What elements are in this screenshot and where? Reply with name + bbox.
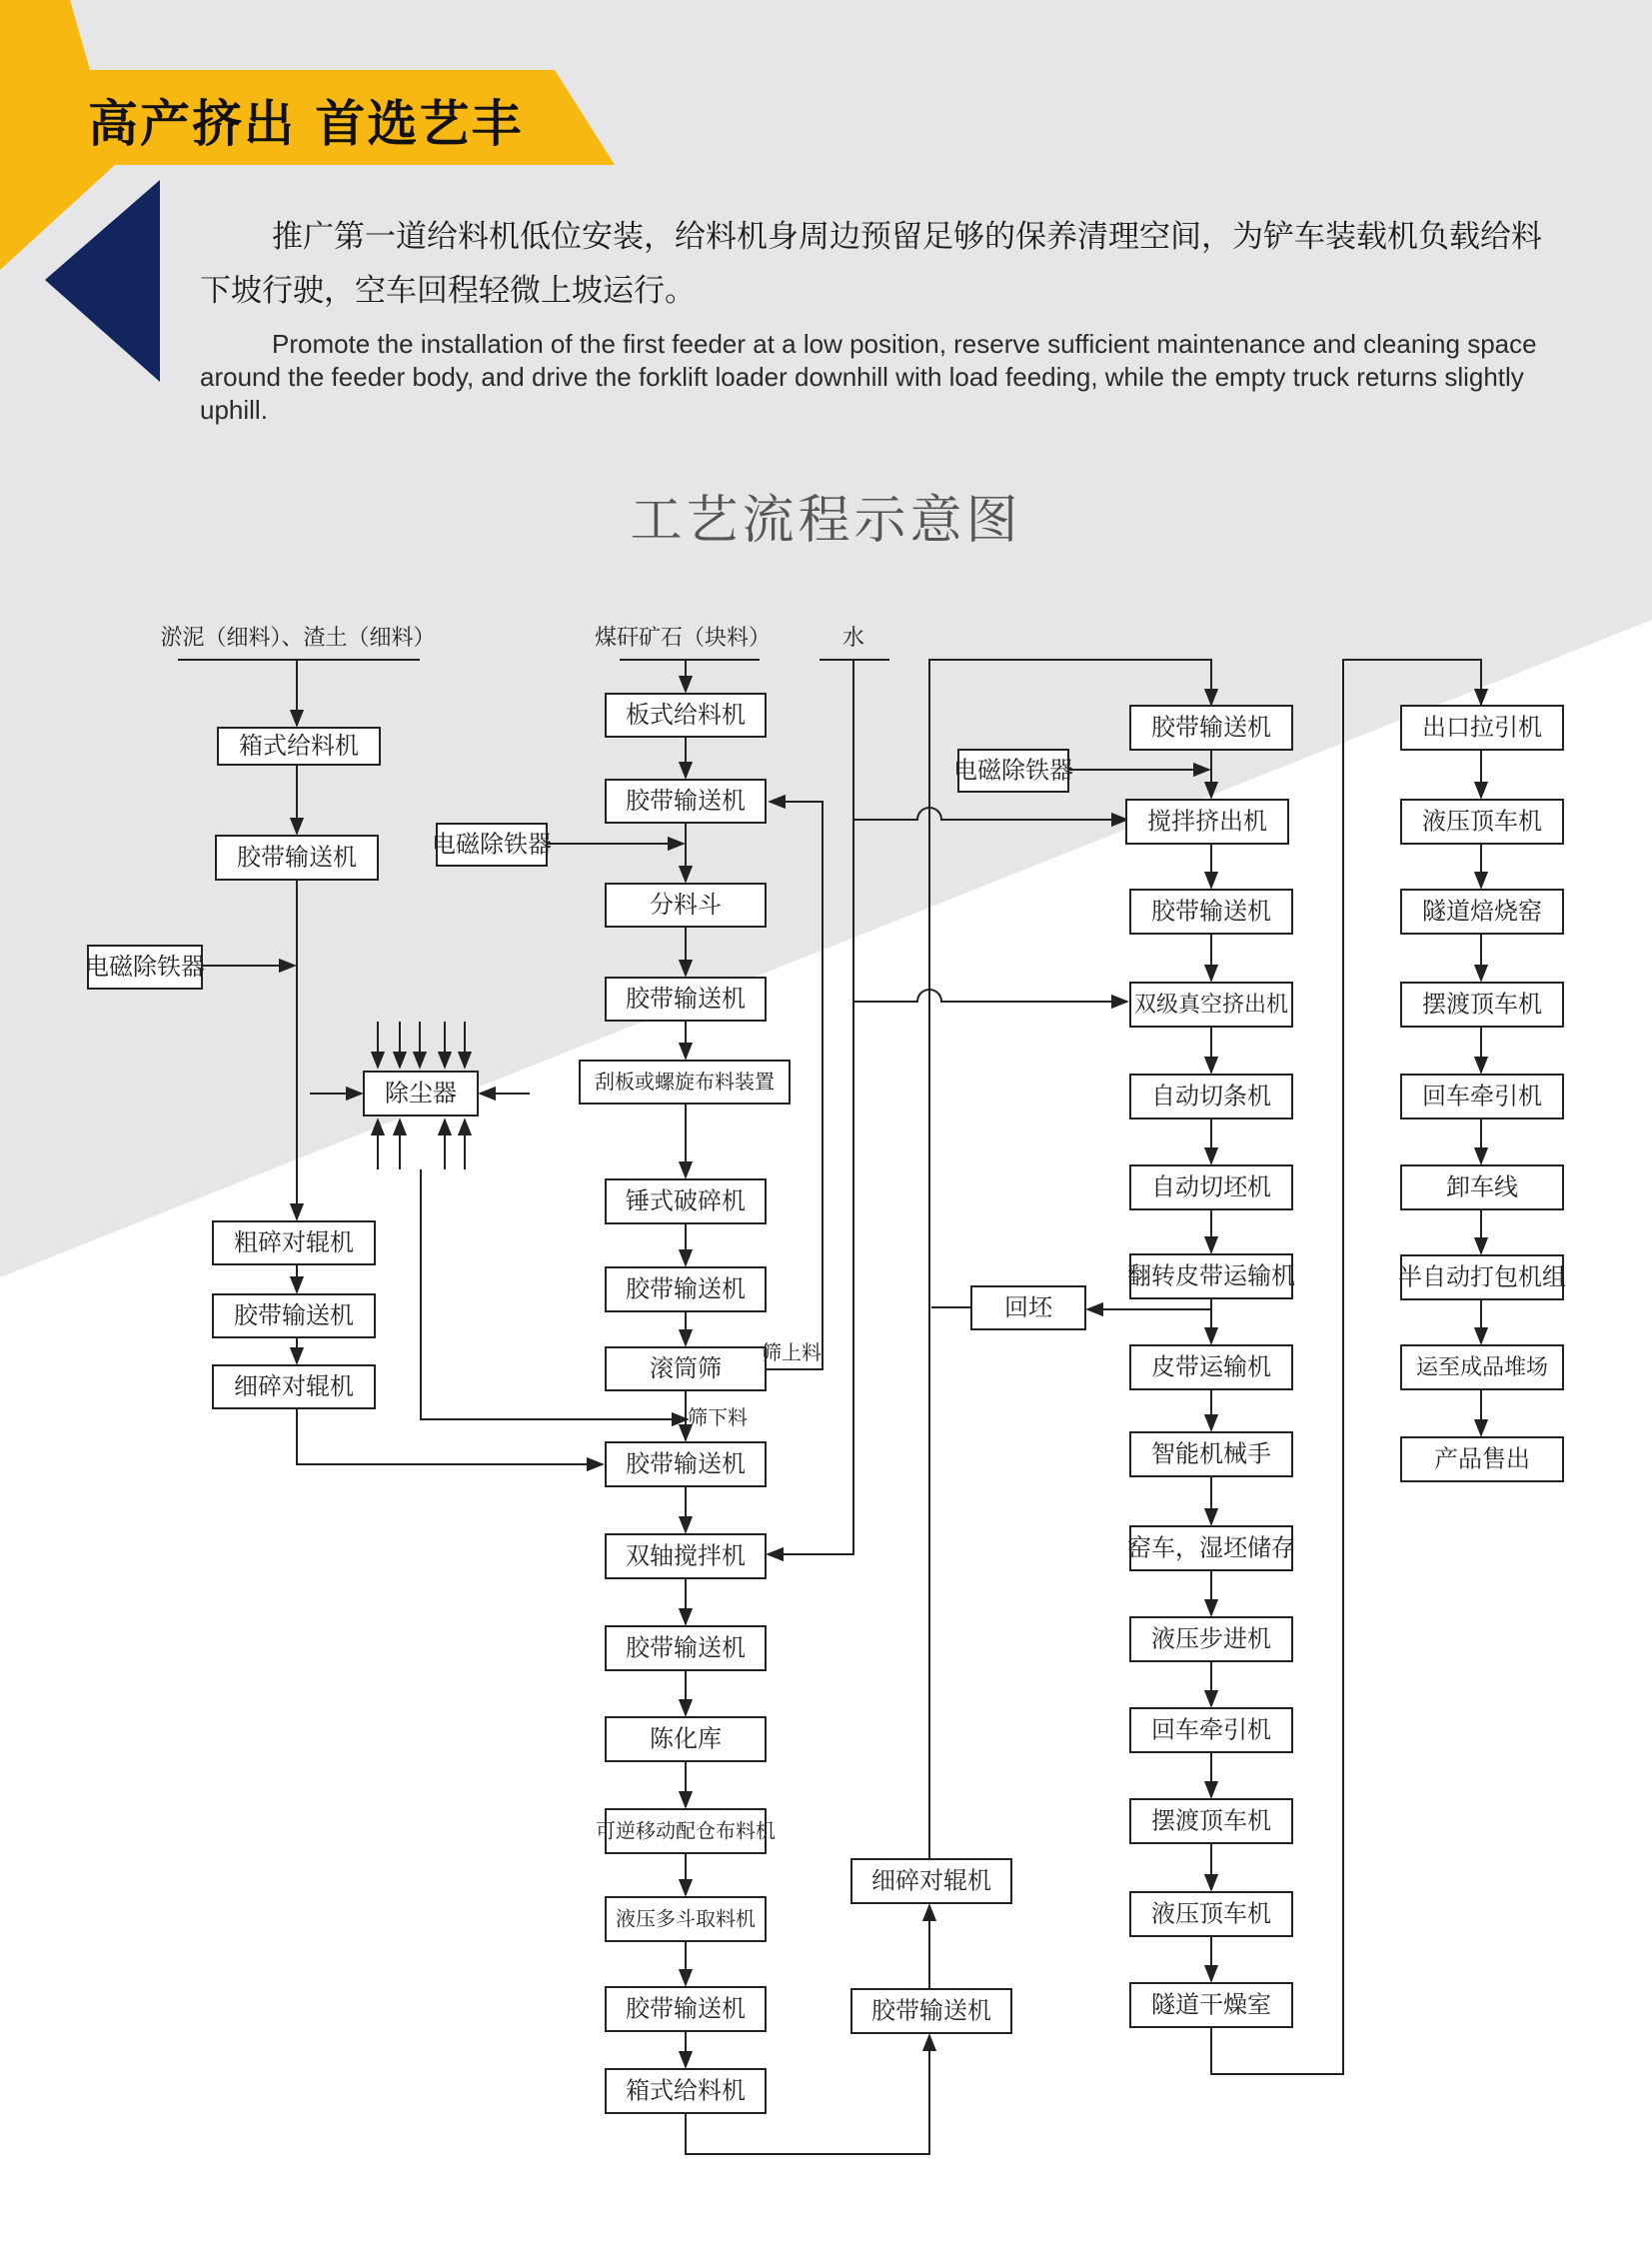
far-right-box-to-yard-label: 运至成品堆场 [1415, 1355, 1549, 1380]
line-fine-roller-to-conveyor [297, 1408, 603, 1464]
right-box-smart-robot [1130, 1432, 1292, 1476]
far-right-box-to-yard [1401, 1345, 1563, 1389]
center-box-scraper-spreader [580, 1061, 790, 1104]
left-box-coarse-roller-label: 粗碎对辊机 [234, 1228, 354, 1256]
far-right-box-return-car-tractor-label: 回车牵引机 [1422, 1082, 1542, 1111]
far-right-box-hydraulic-pusher [1401, 800, 1563, 844]
center-box-conveyor-c [606, 1267, 766, 1311]
center-box-conveyor-c-label: 胶带输送机 [626, 1274, 746, 1303]
right-box-strip-cutter [1130, 1075, 1292, 1119]
far-right-box-return-car-tractor [1401, 1075, 1563, 1119]
input-fine-label: 淤泥（细料）、渣土（细料） [160, 626, 436, 651]
center-box-conveyor-e [606, 1626, 766, 1670]
header-title: 高产挤出 首选艺丰 [88, 95, 524, 153]
center-box-hammer-crusher-label: 锤式破碎机 [626, 1186, 746, 1215]
right-box-tunnel-dryer-label: 隧道干燥室 [1151, 1990, 1271, 2019]
left-box-conveyor-1 [216, 836, 378, 880]
right-box-blank-cutter-label: 自动切坯机 [1151, 1172, 1271, 1201]
line-water-to-extruder [853, 808, 1127, 820]
right-box-ferry-pusher [1130, 1799, 1292, 1843]
label-oversize: 筛上料 [762, 1340, 822, 1364]
center-box-distributor-hopper-label: 分料斗 [650, 891, 722, 919]
far-right-box-ferry-pusher [1401, 983, 1563, 1027]
far-right-box-outlet-puller-label: 出口拉引机 [1422, 713, 1542, 742]
center-box-twin-shaft-mixer-label: 双轴搅拌机 [626, 1541, 746, 1570]
far-right-box-unloading-line [1401, 1165, 1563, 1209]
right-box-vacuum-extruder [1130, 983, 1292, 1027]
right-box-hydraulic-stepper [1130, 1617, 1292, 1661]
center-box-box-feeder [606, 2069, 766, 2113]
intro-chinese: 推广第一道给料机低位安装，给料机身周边预留足够的保养清理空间，为铲车装载机负载给料下坡行驶，空车回程轻微上坡运行。 [200, 219, 1542, 309]
return-box-conveyor [851, 1989, 1011, 2033]
center-box-conveyor-d [606, 1442, 766, 1486]
right-box-return-car-tractor-label: 回车牵引机 [1151, 1715, 1271, 1744]
line-water-to-mixer [768, 660, 853, 1554]
right-box-conveyor-2-label: 胶带输送机 [1151, 897, 1271, 926]
dust-collector [364, 1072, 478, 1116]
right-box-mixing-extruder-label: 搅拌挤出机 [1147, 807, 1267, 836]
left-box-feeder [218, 728, 380, 765]
center-box-aging-storage [606, 1717, 766, 1761]
center-box-conveyor-d-label: 胶带输送机 [626, 1449, 746, 1478]
right-box-belt-conveyor-label: 皮带运输机 [1151, 1352, 1271, 1381]
left-box-conveyor-1-label: 胶带输送机 [237, 843, 357, 872]
right-box-tunnel-dryer [1130, 1983, 1292, 2027]
far-right-box-ferry-pusher-label: 摆渡顶车机 [1422, 990, 1542, 1019]
input-coarse-label: 煤矸矿石（块料） [594, 626, 772, 651]
iron-remover-right-label: 电磁除铁器 [953, 756, 1073, 785]
right-box-hydraulic-pusher-label: 液压顶车机 [1151, 1899, 1271, 1928]
center-box-conveyor-b [606, 978, 766, 1021]
right-box-strip-cutter-label: 自动切条机 [1151, 1082, 1271, 1111]
right-box-hydraulic-pusher [1130, 1892, 1292, 1936]
center-box-hydraulic-reclaimer [606, 1897, 766, 1941]
iron-remover-mid [432, 824, 552, 866]
center-box-reversible-distributor-label: 可逆移动配仓布料机 [596, 1818, 776, 1843]
far-right-box-tunnel-kiln-label: 隧道焙烧窑 [1422, 897, 1542, 926]
right-box-ferry-pusher-label: 摆渡顶车机 [1151, 1806, 1271, 1835]
center-box-conveyor-a [606, 780, 766, 823]
return-box-conveyor-label: 胶带输送机 [871, 1996, 991, 2025]
right-box-conveyor-1 [1130, 706, 1292, 750]
right-box-conveyor-1-label: 胶带输送机 [1151, 713, 1271, 742]
left-box-fine-roller-label: 细碎对辊机 [234, 1372, 354, 1400]
right-box-belt-conveyor [1130, 1345, 1292, 1389]
right-box-vacuum-extruder-label: 双级真空挤出机 [1133, 993, 1289, 1018]
center-box-conveyor-e-label: 胶带输送机 [626, 1633, 746, 1662]
center-box-conveyor-b-label: 胶带输送机 [626, 985, 746, 1013]
iron-remover-right [953, 750, 1073, 792]
right-box-mixing-extruder [1126, 800, 1288, 844]
center-box-scraper-spreader-label: 刮板或螺旋布料装置 [595, 1070, 775, 1094]
far-right-box-unloading-line-label: 卸车线 [1446, 1172, 1518, 1201]
center-box-hydraulic-reclaimer-label: 液压多斗取料机 [616, 1906, 756, 1931]
right-box-flip-belt [1127, 1254, 1295, 1298]
center-box-conveyor-f [606, 1987, 766, 2031]
far-right-box-tunnel-kiln [1401, 890, 1563, 934]
center-box-reversible-distributor [596, 1809, 776, 1853]
center-box-conveyor-a-label: 胶带输送机 [626, 787, 746, 815]
diagram-title: 工艺流程示意图 [630, 491, 1022, 551]
return-blank-box [971, 1286, 1085, 1329]
far-right-box-outlet-puller [1401, 706, 1563, 750]
center-box-drum-screen-label: 滚筒筛 [650, 1354, 722, 1382]
left-box-feeder-label: 箱式给料机 [239, 732, 359, 760]
far-right-box-product-sale-label: 产品售出 [1434, 1444, 1530, 1473]
return-blank-box-label: 回坯 [1004, 1293, 1052, 1321]
center-box-hammer-crusher [606, 1179, 766, 1223]
right-box-kiln-car-storage [1127, 1526, 1295, 1570]
center-box-aging-storage-label: 陈化库 [650, 1724, 722, 1753]
return-box-fine-roller [851, 1859, 1011, 1903]
iron-remover-left [85, 946, 205, 989]
right-box-kiln-car-storage-label: 窑车，湿坯储存 [1127, 1533, 1295, 1562]
right-box-smart-robot-label: 智能机械手 [1151, 1439, 1271, 1468]
center-box-plate-feeder-label: 板式给料机 [626, 701, 746, 729]
input-water-label: 水 [841, 626, 865, 651]
right-box-conveyor-2 [1130, 890, 1292, 934]
label-undersize: 筛下料 [688, 1405, 748, 1429]
far-right-box-auto-packer [1398, 1255, 1566, 1299]
left-box-conveyor-2-label: 胶带输送机 [234, 1301, 354, 1329]
left-box-conveyor-2 [213, 1294, 375, 1337]
dust-collector-label: 除尘器 [385, 1079, 457, 1108]
center-box-conveyor-f-label: 胶带输送机 [626, 1994, 746, 2023]
left-box-coarse-roller [213, 1221, 375, 1264]
iron-remover-mid-label: 电磁除铁器 [432, 830, 552, 859]
far-right-box-hydraulic-pusher-label: 液压顶车机 [1422, 807, 1542, 836]
right-box-flip-belt-label: 翻转皮带运输机 [1127, 1261, 1295, 1290]
center-box-plate-feeder [606, 694, 766, 737]
far-right-box-product-sale [1401, 1437, 1563, 1481]
center-box-twin-shaft-mixer [606, 1534, 766, 1578]
center-box-drum-screen [606, 1347, 766, 1390]
right-box-return-car-tractor [1130, 1708, 1292, 1752]
return-box-fine-roller-label: 细碎对辊机 [871, 1866, 991, 1895]
left-box-fine-roller [213, 1365, 375, 1408]
right-box-blank-cutter [1130, 1165, 1292, 1209]
intro-english: Promote the installation of the first feeder at a low position, reserve sufficient maintenance and cleaning space around the feeder body, and drive the forklift loader downhill with load feeding, while the empty truck returns slightly uphill. [200, 329, 1537, 425]
far-right-box-auto-packer-label: 半自动打包机组 [1398, 1262, 1566, 1291]
iron-remover-left-label: 电磁除铁器 [85, 953, 205, 981]
right-box-hydraulic-stepper-label: 液压步进机 [1151, 1624, 1271, 1653]
center-box-distributor-hopper [606, 884, 766, 927]
center-box-box-feeder-label: 箱式给料机 [626, 2076, 746, 2105]
line-water-to-vacuum-extruder [853, 990, 1127, 1002]
